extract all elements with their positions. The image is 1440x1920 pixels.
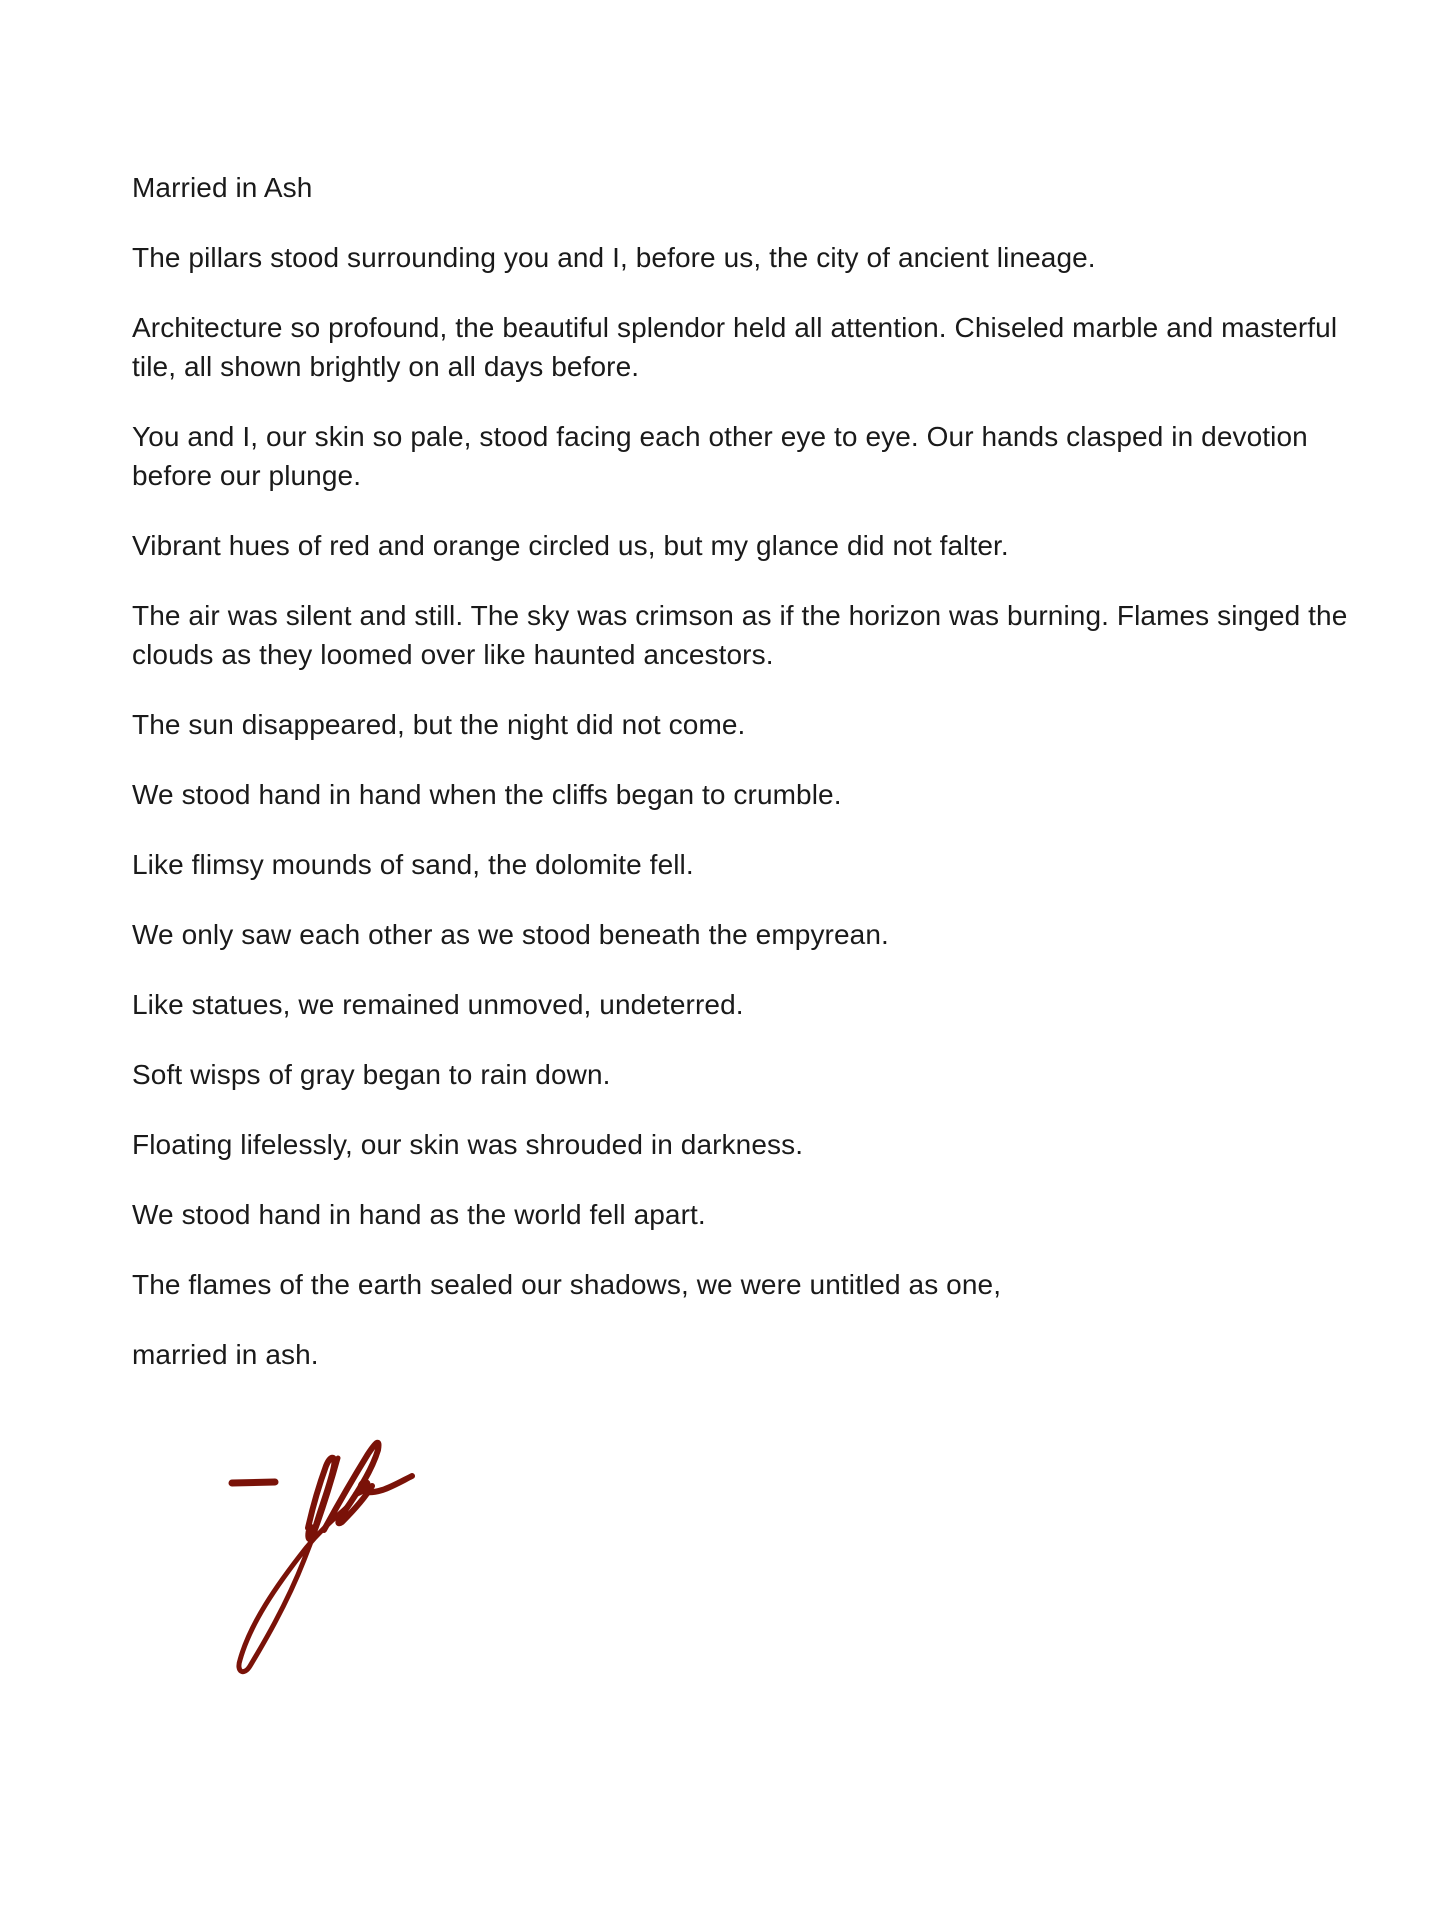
- poem-stanza: married in ash.: [132, 1339, 319, 1370]
- poem-stanza: We only saw each other as we stood beneath the empyrean.: [132, 919, 889, 950]
- poem-stanza: You and I, our skin so pale, stood facing each other eye to eye. Our hands clasped in devotion before our plunge.: [132, 421, 1308, 491]
- poem-body: [132, 168, 1362, 1405]
- signature-drawing: [220, 1410, 480, 1680]
- poem-stanza: Floating lifelessly, our skin was shrouded in darkness.: [132, 1129, 804, 1160]
- signature-dash: [232, 1482, 275, 1483]
- poem-stanza: The flames of the earth sealed our shadows, we were untitled as one,: [132, 1269, 1002, 1300]
- signature-upright-stroke: [308, 1458, 334, 1539]
- poem-stanza: Architecture so profound, the beautiful splendor held all attention. Chiseled marble and masterful tile, all shown brightly on all days before.: [132, 312, 1338, 382]
- poem-stanza: We stood hand in hand when the cliffs began to crumble.: [132, 779, 842, 810]
- signature-strokes: [232, 1443, 412, 1672]
- poem-stanza: Like statues, we remained unmoved, undeterred.: [132, 989, 744, 1020]
- handwritten-signature: [220, 1410, 480, 1680]
- poem-stanza: Vibrant hues of red and orange circled us, but my glance did not falter.: [132, 530, 1009, 561]
- poem-stanza: Like flimsy mounds of sand, the dolomite fell.: [132, 849, 694, 880]
- poem-stanza: The sun disappeared, but the night did not come.: [132, 709, 746, 740]
- poem-stanza: We stood hand in hand as the world fell apart.: [132, 1199, 706, 1230]
- signature-main-stroke: [239, 1458, 348, 1672]
- poem-stanza: Soft wisps of gray began to rain down.: [132, 1059, 611, 1090]
- poem-stanza: The pillars stood surrounding you and I, before us, the city of ancient lineage.: [132, 242, 1096, 273]
- poem-title: Married in Ash: [132, 172, 313, 203]
- poem-stanza: The air was silent and still. The sky was crimson as if the horizon was burning. Flames singed the clouds as they loomed over like haunted ancestors.: [132, 600, 1348, 670]
